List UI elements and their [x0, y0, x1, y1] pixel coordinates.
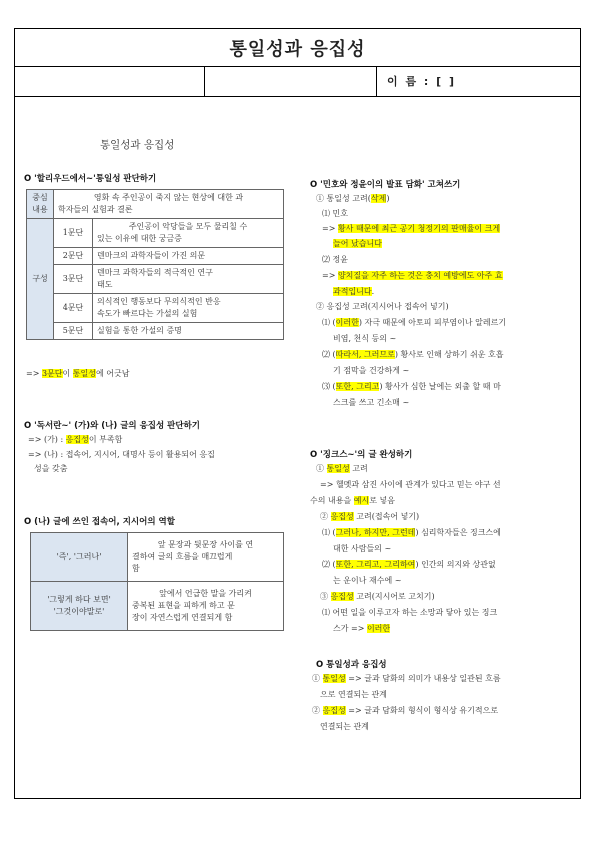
summary-line: 연결되는 관계 [320, 722, 369, 731]
jinx-line: 는 운이나 재수에 ~ [333, 576, 402, 585]
cohesion-line: => (나) : 접속어, 지시어, 대명사 등이 활용되어 응집 [28, 450, 215, 459]
demonstrative-role: 앞에서 언급한 말을 가리켜 중복된 표현을 피하게 하고 문 장이 자연스럽게 연결되게 함 [128, 582, 284, 631]
revision-line: ⑴ 민호 [322, 209, 348, 218]
paragraph-desc: 실험을 통한 가설의 증명 [93, 323, 284, 340]
revision-line: ⑴ (이러한) 자극 때문에 아토피 피부염이나 알레르기 [322, 318, 507, 327]
summary-line: 으로 연결되는 관계 [320, 690, 387, 699]
main-content-label: 중심 내용 [27, 190, 54, 219]
summary-line: ① 통일성 => 글과 담화의 의미가 내용상 일관된 흐름 [312, 674, 501, 683]
jinx-line: ③ 응집성 고려(지시어로 고치기) [320, 592, 435, 601]
revision-line: ⑶ (또한, 그리고) 황사가 심한 날에는 외출 할 때 마 [322, 382, 501, 391]
header-info-row [15, 66, 580, 97]
composition-label: 구성 [27, 219, 54, 340]
revision-line: ② 응집성 고려(지시어나 접속어 넣기) [316, 302, 449, 311]
section-heading-jinx: O '징크스~'의 글 완성하기 [310, 450, 413, 460]
cohesion-line: => (가) : 응집성이 부족함 [28, 435, 123, 444]
paragraph-label: 1문단 [54, 219, 93, 248]
revision-line: 늘어 났습니다 [333, 239, 382, 248]
revision-line: ① 통일성 고려(삭제) [316, 194, 390, 203]
section-heading-revision: O '민호와 정윤이의 발표 담화' 고쳐쓰기 [310, 180, 461, 190]
section-heading-connectives: O (나) 글에 쓰인 접속어, 지시어의 역할 [24, 517, 175, 527]
table-row [27, 190, 284, 219]
connective-role: 앞 문장과 뒷문장 사이를 연 결하여 글의 흐름을 매끄럽게 함 [128, 533, 284, 582]
demonstrative-label: '그렇게 하다 보면' '그것이야말로' [31, 582, 128, 631]
jinx-line: ⑵ (또한, 그리고, 그리하여) 인간의 의지와 상관없 [322, 560, 496, 569]
section-heading-unity: O '할리우드에서~'통일성 판단하기 [24, 174, 157, 184]
jinx-line: 대한 사람들의 ~ [333, 544, 392, 553]
revision-line: 과적입니다. [333, 287, 375, 296]
table-row [27, 248, 284, 265]
revision-line: => 양치질을 자주 하는 것은 충치 예방에도 아주 효 [322, 271, 503, 280]
summary-line: ② 응집성 => 글과 담화의 형식이 형식상 유기적으로 [312, 706, 499, 715]
paragraph-desc: 주인공이 악당들을 모두 물리칠 수 있는 이유에 대한 궁금증 [93, 219, 284, 248]
paragraph-label: 2문단 [54, 248, 93, 265]
worksheet-title: 통일성과 응집성 [15, 29, 580, 67]
main-content-text: 영화 속 주인공이 죽지 않는 현상에 대한 과 학자들의 실험과 결론 [54, 190, 284, 219]
revision-line: => 황사 때문에 최근 공기 청정기의 판매율이 크게 [322, 224, 501, 233]
section-heading-summary: O 통일성과 응집성 [316, 660, 387, 670]
structure-table [26, 189, 284, 340]
jinx-line: => 헬멧과 삼진 사이에 관계가 있다고 믿는 야구 선 [320, 480, 501, 489]
jinx-line: ① 통일성 고려 [316, 464, 368, 473]
table-row [27, 323, 284, 340]
jinx-line: ⑴ 어떤 일을 이루고자 하는 소망과 닿아 있는 징크 [322, 608, 498, 617]
connectives-table [30, 532, 284, 631]
jinx-line: 수의 내용을 예시로 넣음 [310, 496, 395, 505]
cohesion-line: 성을 갖춤 [34, 464, 68, 473]
revision-line: 스크를 쓰고 긴소매 ~ [333, 398, 410, 407]
connective-label: '즉', '그러나' [31, 533, 128, 582]
paragraph-label: 5문단 [54, 323, 93, 340]
section-heading-cohesion: O '독서란~' (가)와 (나) 글의 응집성 판단하기 [24, 421, 201, 431]
jinx-line: 스가 => 이러한 [333, 624, 391, 633]
name-field: 이 름 : [ ] [387, 75, 457, 88]
jinx-line: ⑴ (그러나, 하지만, 그런데) 심리학자들은 징크스에 [322, 528, 501, 537]
paragraph-desc: 의식적인 행동보다 무의식적인 반응 속도가 빠르다는 가설의 실험 [93, 294, 284, 323]
revision-line: ⑵ 정윤 [322, 255, 348, 264]
document-title: 통일성과 응집성 [100, 139, 175, 151]
table-row [27, 294, 284, 323]
revision-line: 비염, 천식 등의 ~ [333, 334, 397, 343]
revision-line: ⑵ (따라서, 그러므로) 황사로 인해 상하기 쉬운 호흡 [322, 350, 504, 359]
table-row [27, 219, 284, 248]
table-row [31, 533, 284, 582]
paragraph-label: 3문단 [54, 265, 93, 294]
unity-conclusion: => 3문단이 통일성에 어긋남 [26, 369, 130, 378]
paragraph-label: 4문단 [54, 294, 93, 323]
jinx-line: ② 응집성 고려(접속어 넣기) [320, 512, 420, 521]
table-row [31, 582, 284, 631]
revision-line: 기 점막을 건강하게 ~ [333, 366, 410, 375]
paragraph-desc: 덴마크 과학자들의 적극적인 연구 태도 [93, 265, 284, 294]
header-blank-cell-1 [15, 66, 205, 96]
header-blank-cell-2 [205, 66, 377, 96]
table-row [27, 265, 284, 294]
paragraph-desc: 덴마크의 과학자들이 가진 의문 [93, 248, 284, 265]
